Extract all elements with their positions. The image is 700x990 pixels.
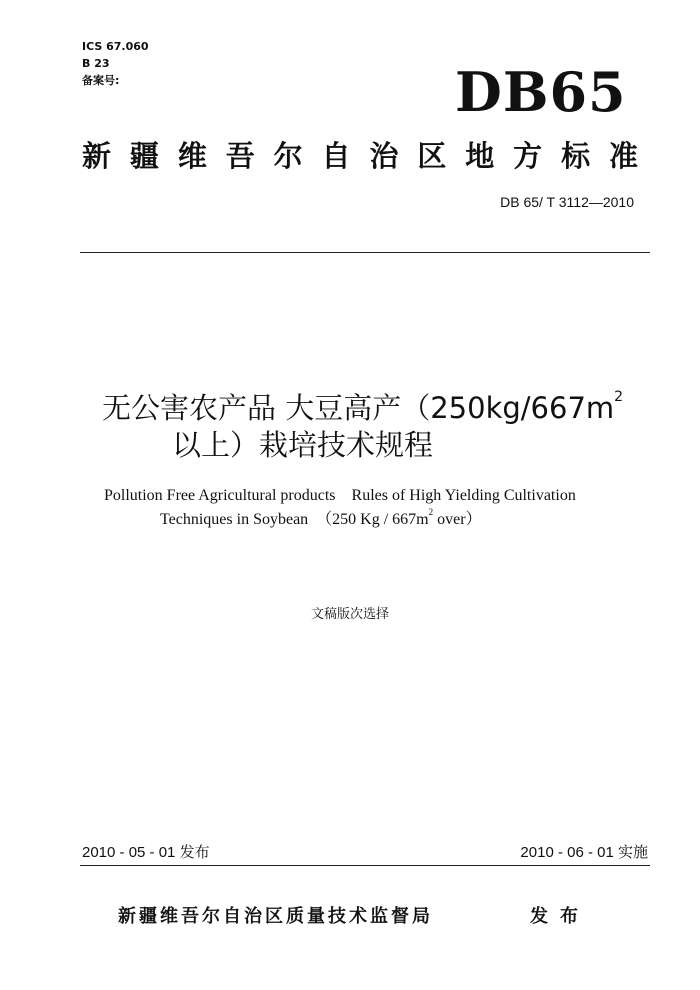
series-title-char: 准	[608, 139, 638, 173]
series-title-char: 吾	[225, 139, 255, 173]
series-title-char: 标	[561, 139, 591, 173]
filing-number-label: 备案号:	[82, 74, 120, 87]
bottom-divider	[80, 865, 650, 866]
ics-code: ICS 67.060	[82, 40, 149, 53]
version-selection-label: 文稿版次选择	[310, 607, 389, 622]
series-title-char: 方	[513, 139, 543, 173]
implementation-date: 2010 - 06 - 01 实施	[520, 844, 648, 861]
series-title-char: 地	[465, 139, 495, 173]
english-title-line-1: Pollution Free Agricultural products Rules of High Yielding Cultivation	[104, 487, 576, 504]
standard-series-title	[82, 136, 638, 176]
english-title-line-2	[160, 506, 482, 530]
issuing-authority: 新疆维吾尔自治区质量技术监督局	[118, 906, 433, 927]
issue-action: 发布	[530, 906, 590, 927]
chinese-title-text: 无公害农产品 大豆高产（250kg/667m	[102, 391, 615, 425]
top-divider	[80, 252, 650, 253]
english-title-prefix: Techniques in Soybean （250 Kg / 667m	[160, 511, 429, 528]
series-title-char: 维	[177, 139, 207, 173]
series-title-char: 自	[321, 139, 351, 173]
standard-number: DB 65/ T 3112—2010	[500, 194, 634, 210]
superscript-2: 2	[428, 506, 434, 517]
standard-code-logo: DB65	[455, 60, 627, 124]
series-title-char: 治	[369, 139, 399, 173]
series-title-char: 尔	[273, 139, 303, 173]
english-title-suffix: over）	[433, 511, 482, 528]
classification-code: B 23	[82, 57, 110, 70]
chinese-title-line-2: 以上）栽培技术规程	[172, 428, 434, 462]
series-title-char: 新	[82, 139, 112, 173]
issue-date: 2010 - 05 - 01 发布	[82, 844, 210, 861]
series-title-char: 疆	[129, 139, 159, 173]
chinese-title-line-1	[102, 388, 623, 428]
series-title-char: 区	[417, 139, 447, 173]
superscript-2: 2	[614, 389, 624, 406]
